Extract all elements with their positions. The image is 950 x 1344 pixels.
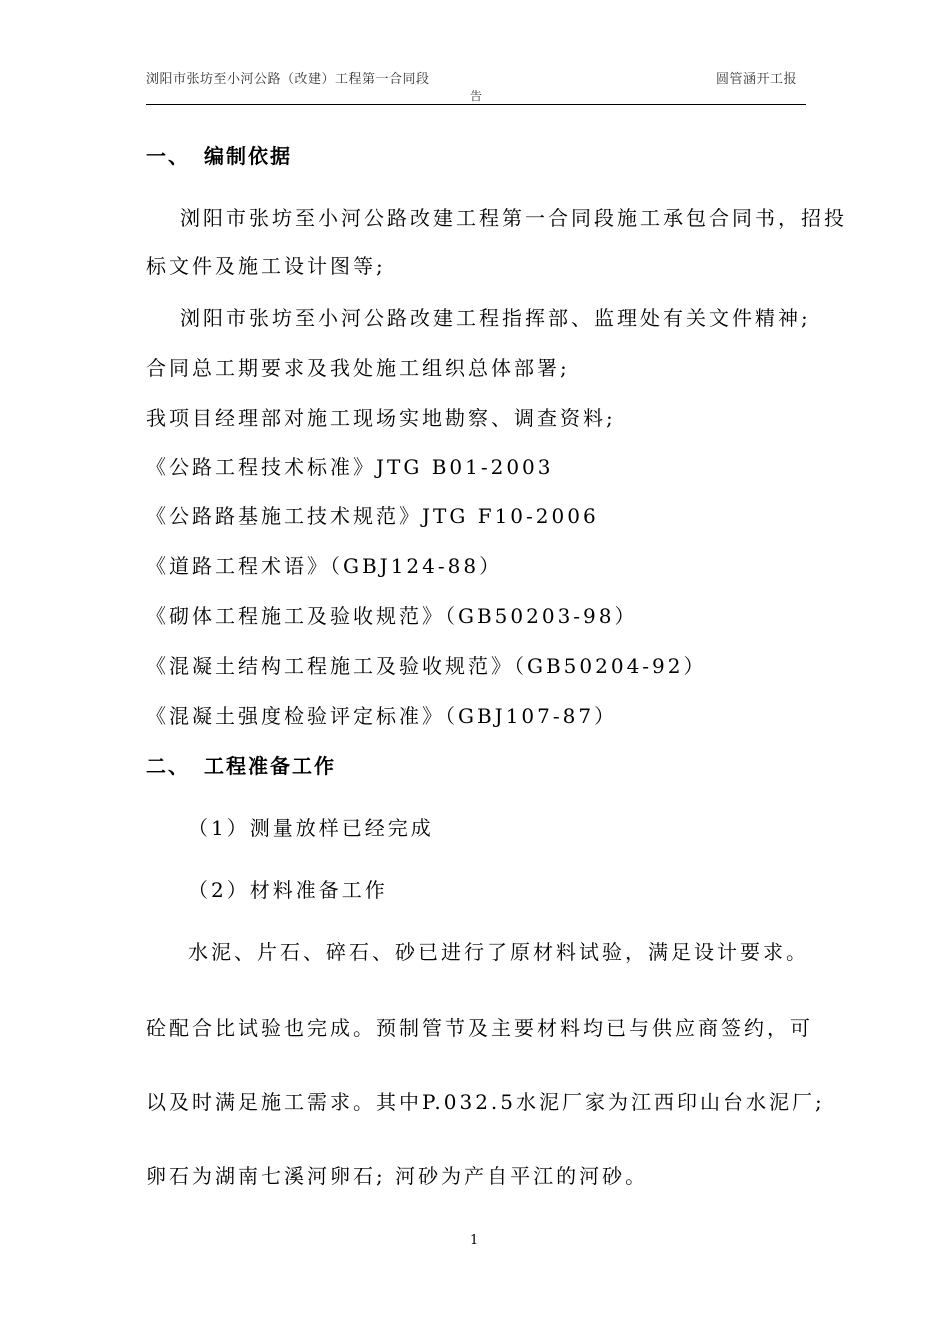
paragraph-line: 浏阳市张坊至小河公路改建工程指挥部、监理处有关文件精神; bbox=[180, 306, 811, 330]
list-item: （2）材料准备工作 bbox=[188, 878, 388, 902]
paragraph-line: 合同总工期要求及我处施工组织总体部署; bbox=[146, 356, 570, 380]
paragraph-line: 砼配合比试验也完成。预制管节及主要材料均已与供应商签约，可 bbox=[146, 1016, 813, 1040]
paragraph-line: 水泥、片石、碎石、砂已进行了原材料试验，满足设计要求。 bbox=[188, 940, 809, 964]
paragraph-line: 浏阳市张坊至小河公路改建工程第一合同段施工承包合同书，招投 bbox=[180, 206, 847, 230]
standard-reference: 《公路路基施工技术规范》JTG F10-2006 bbox=[146, 504, 599, 528]
header-doc-type: 圆管涵开工报 bbox=[716, 72, 798, 87]
paragraph-line: 以及时满足施工需求。其中P.032.5水泥厂家为江西印山台水泥厂; bbox=[146, 1090, 825, 1114]
paragraph-line: 我项目经理部对施工现场实地勘察、调查资料; bbox=[146, 406, 616, 430]
standard-reference: 《混凝土强度检验评定标准》（GBJ107-87） bbox=[146, 704, 618, 728]
section-1-title: 编制依据 bbox=[204, 144, 292, 168]
page-number: 1 bbox=[470, 1233, 479, 1248]
section-2-number: 二、 bbox=[146, 754, 190, 778]
header-title-continued: 告 bbox=[470, 89, 483, 103]
header-divider bbox=[146, 104, 806, 105]
paragraph-line: 卵石为湖南七溪河卵石; 河砂为产自平江的河砂。 bbox=[146, 1164, 649, 1188]
standard-reference: 《混凝土结构工程施工及验收规范》（GB50204-92） bbox=[146, 654, 707, 678]
section-2-heading bbox=[146, 750, 336, 779]
list-item: （1）测量放样已经完成 bbox=[188, 816, 434, 840]
paragraph-line: 标文件及施工设计图等; bbox=[146, 254, 386, 278]
standard-reference: 《公路工程技术标准》JTG B01-2003 bbox=[146, 455, 554, 479]
section-1-number: 一、 bbox=[146, 144, 190, 168]
section-2-title: 工程准备工作 bbox=[204, 754, 336, 778]
header-title: 浏阳市张坊至小河公路（改建）工程第一合同段 bbox=[146, 72, 430, 87]
section-1-heading bbox=[146, 140, 292, 169]
standard-reference: 《砌体工程施工及验收规范》（GB50203-98） bbox=[146, 604, 638, 628]
standard-reference: 《道路工程术语》（GBJ124-88） bbox=[146, 554, 503, 578]
